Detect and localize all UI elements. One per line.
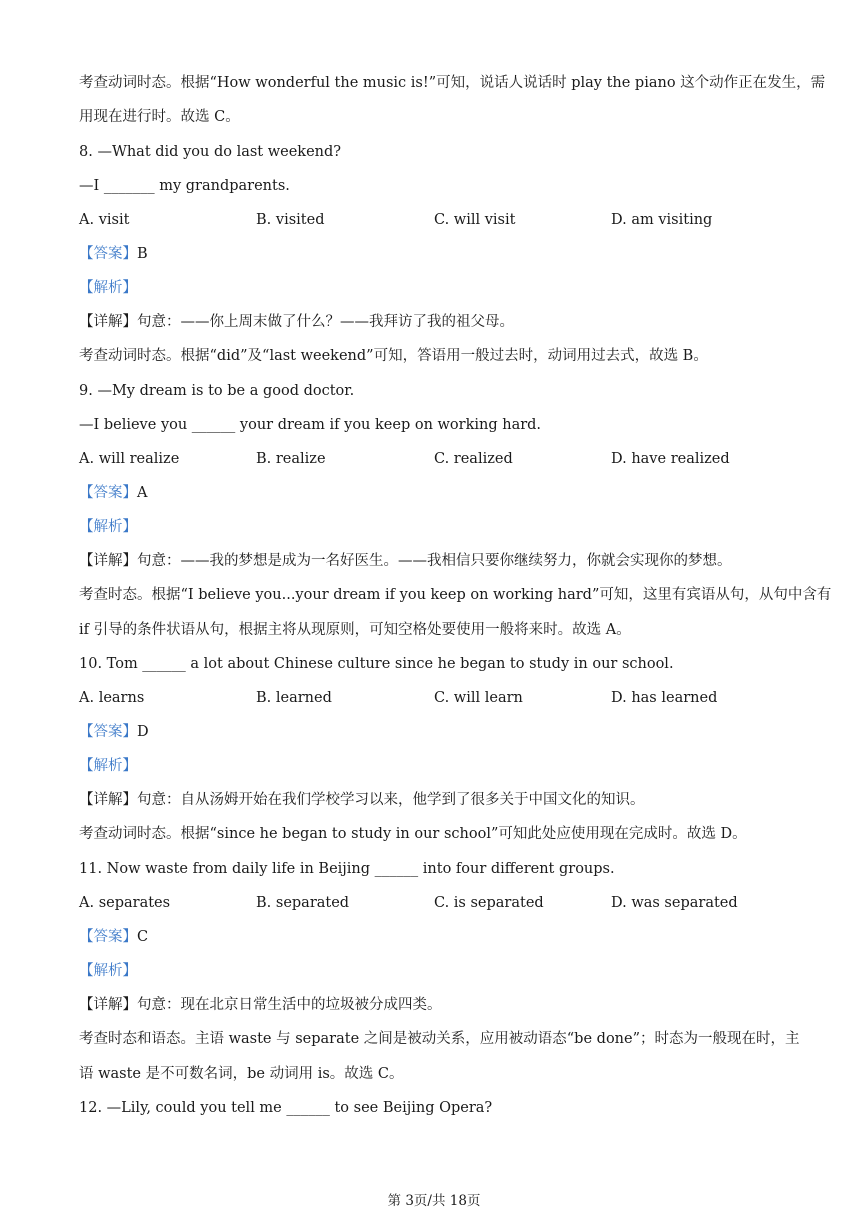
option-b: B. learned bbox=[256, 690, 332, 706]
analysis-tag: 【解析】 bbox=[79, 963, 137, 979]
detail-tag: 【详解】 bbox=[79, 997, 137, 1013]
question-8-stem: 8. —What did you do last weekend? bbox=[79, 144, 342, 160]
analysis-tag: 【解析】 bbox=[79, 280, 137, 296]
question-10-stem: 10. Tom ______ a lot about Chinese culture since he began to study in our school. bbox=[79, 656, 674, 672]
detail-tag: 【详解】 bbox=[79, 792, 137, 808]
detail-row bbox=[79, 790, 798, 810]
option-b: B. visited bbox=[256, 212, 325, 228]
detail-tag: 【详解】 bbox=[79, 314, 137, 330]
option-a: A. visit bbox=[79, 212, 130, 228]
explanation-line: 考查时态。根据“I believe you...your dream if you keep on working hard”可知，这里有宾语从句，从句中含有 bbox=[79, 587, 832, 603]
explanation-line: 语 waste 是不可数名词，be 动词用 is。故选 C。 bbox=[79, 1066, 404, 1082]
option-a: A. separates bbox=[79, 895, 171, 911]
detail-tag: 【详解】 bbox=[79, 553, 137, 569]
explanation-line: 考查动词时态。根据“since he began to study in our school”可知此处应使用现在完成时。故选 D。 bbox=[79, 826, 747, 842]
explanation-line: 用现在进行时。故选 C。 bbox=[79, 109, 240, 125]
analysis-row bbox=[79, 517, 798, 537]
answer-row bbox=[79, 927, 798, 947]
option-c: C. will visit bbox=[434, 212, 516, 228]
answer-tag: 【答案】 bbox=[79, 485, 137, 501]
answer-value: D bbox=[137, 724, 149, 740]
detail-row bbox=[79, 551, 798, 571]
answer-row bbox=[79, 483, 798, 503]
option-a: A. will realize bbox=[79, 451, 180, 467]
answer-value: A bbox=[137, 485, 148, 501]
question-8-line2: —I _______ my grandparents. bbox=[79, 178, 290, 194]
option-c: C. will learn bbox=[434, 690, 523, 706]
analysis-row bbox=[79, 756, 798, 776]
question-9-line2: —I believe you ______ your dream if you keep on working hard. bbox=[79, 417, 542, 433]
answer-value: C bbox=[137, 929, 149, 945]
detail-text: 句意：——你上周末做了什么？——我拜访了我的祖父母。 bbox=[137, 314, 514, 330]
option-a: A. learns bbox=[79, 690, 145, 706]
detail-text: 句意：现在北京日常生活中的垃圾被分成四类。 bbox=[137, 997, 442, 1013]
question-12-stem: 12. —Lily, could you tell me ______ to see Beijing Opera? bbox=[79, 1100, 493, 1116]
question-9-stem: 9. —My dream is to be a good doctor. bbox=[79, 383, 355, 399]
analysis-tag: 【解析】 bbox=[79, 519, 137, 535]
option-d: D. am visiting bbox=[611, 212, 713, 228]
analysis-row bbox=[79, 278, 798, 298]
answer-row bbox=[79, 244, 798, 264]
option-d: D. was separated bbox=[611, 895, 738, 911]
detail-text: 句意：自从汤姆开始在我们学校学习以来，他学到了很多关于中国文化的知识。 bbox=[137, 792, 645, 808]
explanation-line: 考查动词时态。根据“did”及“last weekend”可知，答语用一般过去时，动词用过去式，故选 B。 bbox=[79, 348, 708, 364]
analysis-row bbox=[79, 961, 798, 981]
detail-text: 句意：——我的梦想是成为一名好医生。——我相信只要你继续努力，你就会实现你的梦想。 bbox=[137, 553, 732, 569]
option-c: C. is separated bbox=[434, 895, 544, 911]
answer-tag: 【答案】 bbox=[79, 929, 137, 945]
detail-row bbox=[79, 312, 798, 332]
explanation-line: 考查时态和语态。主语 waste 与 separate 之间是被动关系，应用被动语态“be done”；时态为一般现在时，主 bbox=[79, 1031, 800, 1047]
detail-row bbox=[79, 995, 798, 1015]
option-b: B. separated bbox=[256, 895, 350, 911]
option-c: C. realized bbox=[434, 451, 513, 467]
option-b: B. realize bbox=[256, 451, 326, 467]
analysis-tag: 【解析】 bbox=[79, 758, 137, 774]
answer-tag: 【答案】 bbox=[79, 724, 137, 740]
explanation-line: if 引导的条件状语从句，根据主将从现原则，可知空格处要使用一般将来时。故选 A。 bbox=[79, 622, 631, 638]
option-d: D. have realized bbox=[611, 451, 730, 467]
answer-row bbox=[79, 722, 798, 742]
answer-value: B bbox=[137, 246, 148, 262]
page-footer: 第 3页/共 18页 bbox=[387, 1193, 481, 1209]
option-d: D. has learned bbox=[611, 690, 718, 706]
answer-tag: 【答案】 bbox=[79, 246, 137, 262]
explanation-line: 考查动词时态。根据“How wonderful the music is!”可知，说话人说话时 play the piano 这个动作正在发生，需 bbox=[79, 75, 826, 91]
question-11-stem: 11. Now waste from daily life in Beijing ______ into four different groups. bbox=[79, 861, 615, 877]
